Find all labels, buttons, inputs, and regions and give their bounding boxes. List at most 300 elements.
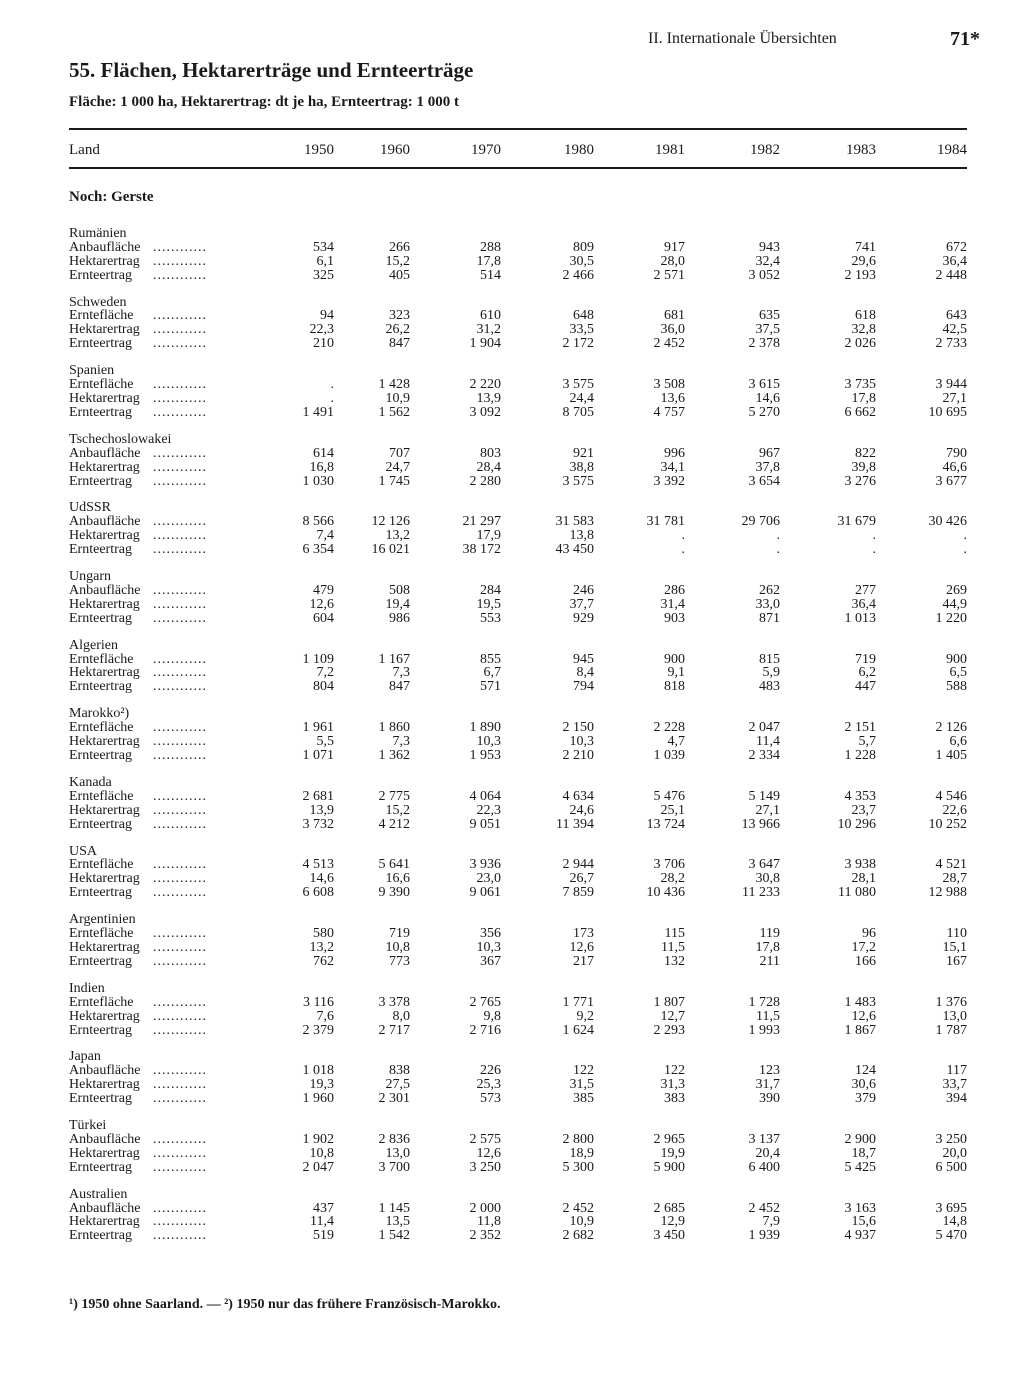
value-cell: 1 562 bbox=[378, 404, 410, 420]
value-cell: 29,6 bbox=[851, 253, 876, 269]
value-cell: 6,5 bbox=[949, 665, 967, 681]
data-row bbox=[69, 1229, 967, 1243]
row-label: Hektarertrag bbox=[69, 459, 140, 475]
row-label: Hektarertrag bbox=[69, 1145, 140, 1161]
value-cell: 2 280 bbox=[469, 473, 501, 489]
value-cell: 8,0 bbox=[392, 1008, 410, 1024]
value-cell: 21 297 bbox=[462, 514, 501, 530]
value-cell: 6 400 bbox=[748, 1159, 780, 1175]
data-row bbox=[69, 584, 967, 598]
row-label-cell bbox=[69, 309, 275, 323]
value-cell: 1 405 bbox=[935, 748, 967, 763]
table-body bbox=[69, 167, 967, 1243]
value-cell: . bbox=[776, 528, 780, 544]
row-label: Hektarertrag bbox=[69, 528, 140, 544]
value-cell: 5 270 bbox=[748, 404, 780, 420]
value-cell: 10 695 bbox=[928, 404, 967, 420]
country-name: Indien bbox=[69, 980, 105, 996]
value-cell: 635 bbox=[759, 308, 780, 324]
row-label-cell bbox=[69, 515, 275, 529]
row-label-cell bbox=[69, 543, 275, 557]
value-cell: 10 436 bbox=[646, 885, 685, 901]
row-label: Ernteertrag bbox=[69, 404, 132, 420]
value-cell: 945 bbox=[573, 651, 594, 667]
value-cell: . bbox=[330, 390, 334, 406]
value-cell: 1 362 bbox=[378, 748, 410, 763]
row-label-cell bbox=[69, 735, 275, 749]
value-cell: 9,2 bbox=[576, 1008, 594, 1024]
row-label: Anbaufläche bbox=[69, 1200, 141, 1216]
value-cell: 2 452 bbox=[748, 1200, 780, 1216]
value-cell: 5 641 bbox=[378, 857, 410, 873]
value-cell: 871 bbox=[759, 610, 780, 626]
value-cell: 3 615 bbox=[748, 377, 780, 393]
row-label-cell bbox=[69, 1202, 275, 1216]
value-cell: 4,7 bbox=[667, 734, 685, 750]
value-cell: 30 426 bbox=[928, 514, 967, 530]
value-cell: 2 379 bbox=[302, 1022, 334, 1038]
value-cell: 122 bbox=[573, 1063, 594, 1079]
data-row bbox=[69, 804, 967, 818]
value-cell: 1 624 bbox=[562, 1022, 594, 1038]
value-cell: 13,8 bbox=[569, 528, 594, 544]
column-header-year: 1983 bbox=[846, 141, 876, 158]
row-label: Erntefläche bbox=[69, 857, 134, 873]
value-cell: 9 390 bbox=[378, 885, 410, 901]
value-cell: 2 193 bbox=[844, 267, 876, 283]
row-label: Hektarertrag bbox=[69, 1214, 140, 1230]
row-label-cell bbox=[69, 1147, 275, 1161]
value-cell: 3 378 bbox=[378, 994, 410, 1010]
value-cell: 10 252 bbox=[928, 816, 967, 832]
row-label: Hektarertrag bbox=[69, 1008, 140, 1024]
value-cell: 24,4 bbox=[569, 390, 594, 406]
value-cell: 9 051 bbox=[469, 816, 501, 832]
value-cell: 11,5 bbox=[756, 1008, 780, 1024]
value-cell: 14,6 bbox=[755, 390, 780, 406]
value-cell: 6 500 bbox=[935, 1159, 967, 1175]
data-row bbox=[69, 721, 967, 735]
row-label: Ernteertrag bbox=[69, 1091, 132, 1107]
country-row bbox=[69, 694, 967, 721]
value-cell: 1 890 bbox=[469, 720, 501, 736]
value-cell: 9,8 bbox=[483, 1008, 501, 1024]
value-cell: 31,3 bbox=[660, 1077, 685, 1093]
value-cell: 11,8 bbox=[477, 1214, 501, 1230]
country-name: Algerien bbox=[69, 637, 118, 653]
column-header-year: 1960 bbox=[380, 141, 410, 158]
value-cell: 10,3 bbox=[569, 734, 594, 750]
data-row bbox=[69, 955, 967, 969]
value-cell: 3 677 bbox=[935, 473, 967, 489]
value-cell: 14,6 bbox=[309, 871, 334, 887]
row-label-cell bbox=[69, 955, 275, 969]
value-cell: 1 542 bbox=[378, 1228, 410, 1244]
value-cell: 26,2 bbox=[385, 322, 410, 338]
leader-dots: ............ bbox=[153, 720, 207, 736]
value-cell: 284 bbox=[480, 582, 501, 598]
leader-dots: ............ bbox=[153, 885, 207, 901]
value-cell: 12,7 bbox=[660, 1008, 685, 1024]
value-cell: 1 953 bbox=[469, 748, 501, 763]
row-label-cell bbox=[69, 241, 275, 255]
value-cell: 7 859 bbox=[562, 885, 594, 901]
row-label: Erntefläche bbox=[69, 377, 134, 393]
row-label-cell bbox=[69, 1161, 275, 1175]
value-cell: 707 bbox=[389, 445, 410, 461]
value-cell: 553 bbox=[480, 610, 501, 626]
value-cell: 44,9 bbox=[942, 596, 967, 612]
value-cell: 986 bbox=[389, 610, 410, 626]
row-label: Hektarertrag bbox=[69, 939, 140, 955]
value-cell: 26,7 bbox=[569, 871, 594, 887]
country-row bbox=[69, 215, 967, 241]
value-cell: 2 126 bbox=[935, 720, 967, 736]
leader-dots: ............ bbox=[153, 322, 207, 338]
value-cell: 6,2 bbox=[858, 665, 876, 681]
country-row bbox=[69, 969, 967, 996]
column-header-land: Land bbox=[69, 141, 100, 158]
value-cell: 15,1 bbox=[942, 939, 967, 955]
value-cell: 123 bbox=[759, 1063, 780, 1079]
value-cell: 4 353 bbox=[844, 788, 876, 804]
row-label-cell bbox=[69, 886, 275, 900]
leader-dots: ............ bbox=[153, 514, 207, 530]
value-cell: 2 682 bbox=[562, 1228, 594, 1244]
leader-dots: ............ bbox=[153, 1214, 207, 1230]
value-cell: 5 425 bbox=[844, 1159, 876, 1175]
value-cell: 604 bbox=[313, 610, 334, 626]
data-row bbox=[69, 475, 967, 489]
value-cell: 246 bbox=[573, 582, 594, 598]
row-label-cell bbox=[69, 337, 275, 351]
value-cell: 6,6 bbox=[949, 734, 967, 750]
row-label-cell bbox=[69, 653, 275, 667]
column-header-year: 1980 bbox=[564, 141, 594, 158]
country-name: Japan bbox=[69, 1049, 101, 1065]
value-cell: 3 700 bbox=[378, 1159, 410, 1175]
row-label: Erntefläche bbox=[69, 651, 134, 667]
value-cell: 3 944 bbox=[935, 377, 967, 393]
value-cell: 14,8 bbox=[942, 1214, 967, 1230]
value-cell: 643 bbox=[946, 308, 967, 324]
data-row bbox=[69, 818, 967, 832]
value-cell: 10,3 bbox=[476, 734, 501, 750]
value-cell: 13 724 bbox=[646, 816, 685, 832]
data-row bbox=[69, 666, 967, 680]
value-cell: 1 018 bbox=[302, 1063, 334, 1079]
value-cell: 3 695 bbox=[935, 1200, 967, 1216]
value-cell: 2 000 bbox=[469, 1200, 501, 1216]
row-label: Ernteertrag bbox=[69, 816, 132, 832]
value-cell: 31,2 bbox=[476, 322, 501, 338]
value-cell: 719 bbox=[855, 651, 876, 667]
value-cell: 580 bbox=[313, 926, 334, 942]
data-row bbox=[69, 1064, 967, 1078]
data-row bbox=[69, 461, 967, 475]
value-cell: 2 571 bbox=[653, 267, 685, 283]
row-label-cell bbox=[69, 584, 275, 598]
value-cell: 122 bbox=[664, 1063, 685, 1079]
value-cell: 1 109 bbox=[302, 651, 334, 667]
value-cell: 1 728 bbox=[748, 994, 780, 1010]
data-row bbox=[69, 543, 967, 557]
value-cell: 30,5 bbox=[569, 253, 594, 269]
data-row bbox=[69, 447, 967, 461]
value-cell: 3 732 bbox=[302, 816, 334, 832]
value-cell: 447 bbox=[855, 679, 876, 695]
value-cell: 5 476 bbox=[653, 788, 685, 804]
value-cell: 173 bbox=[573, 926, 594, 942]
leader-dots: ............ bbox=[153, 528, 207, 544]
value-cell: 1 993 bbox=[748, 1022, 780, 1038]
value-cell: 719 bbox=[389, 926, 410, 942]
row-label: Anbaufläche bbox=[69, 1063, 141, 1079]
data-row bbox=[69, 255, 967, 269]
row-label: Hektarertrag bbox=[69, 665, 140, 681]
row-label-cell bbox=[69, 447, 275, 461]
value-cell: 34,1 bbox=[660, 459, 685, 475]
value-cell: 2 210 bbox=[562, 748, 594, 763]
value-cell: 2 800 bbox=[562, 1131, 594, 1147]
leader-dots: ............ bbox=[153, 390, 207, 406]
row-label: Ernteertrag bbox=[69, 542, 132, 558]
row-label-cell bbox=[69, 941, 275, 955]
value-cell: 124 bbox=[855, 1063, 876, 1079]
value-cell: 1 904 bbox=[469, 336, 501, 352]
data-row bbox=[69, 858, 967, 872]
value-cell: 10,9 bbox=[385, 390, 410, 406]
value-cell: 2 733 bbox=[935, 336, 967, 352]
leader-dots: ............ bbox=[153, 473, 207, 489]
value-cell: 2 301 bbox=[378, 1091, 410, 1107]
row-label-cell bbox=[69, 996, 275, 1010]
value-cell: 96 bbox=[862, 926, 876, 942]
value-cell: 3 250 bbox=[469, 1159, 501, 1175]
country-row bbox=[69, 1106, 967, 1133]
value-cell: 2 452 bbox=[562, 1200, 594, 1216]
value-cell: 117 bbox=[946, 1063, 967, 1079]
value-cell: 4 064 bbox=[469, 788, 501, 804]
value-cell: 6 662 bbox=[844, 404, 876, 420]
value-cell: 762 bbox=[313, 953, 334, 969]
value-cell: 1 145 bbox=[378, 1200, 410, 1216]
value-cell: 11 080 bbox=[838, 885, 876, 901]
value-cell: 379 bbox=[855, 1091, 876, 1107]
leader-dots: ............ bbox=[153, 651, 207, 667]
value-cell: 1 745 bbox=[378, 473, 410, 489]
value-cell: 8,4 bbox=[576, 665, 594, 681]
value-cell: 610 bbox=[480, 308, 501, 324]
value-cell: 11,4 bbox=[756, 734, 780, 750]
value-cell: 2 717 bbox=[378, 1022, 410, 1038]
row-label-cell bbox=[69, 666, 275, 680]
value-cell: . bbox=[330, 377, 334, 393]
value-cell: 15,2 bbox=[385, 253, 410, 269]
value-cell: 13,2 bbox=[309, 939, 334, 955]
row-label-cell bbox=[69, 269, 275, 283]
value-cell: 36,4 bbox=[942, 253, 967, 269]
top-rule bbox=[69, 128, 967, 130]
value-cell: 356 bbox=[480, 926, 501, 942]
value-cell: 16,6 bbox=[385, 871, 410, 887]
value-cell: 1 030 bbox=[302, 473, 334, 489]
value-cell: 13,0 bbox=[385, 1145, 410, 1161]
row-label: Ernteertrag bbox=[69, 885, 132, 901]
value-cell: 42,5 bbox=[942, 322, 967, 338]
value-cell: 1 228 bbox=[844, 748, 876, 763]
row-label: Anbaufläche bbox=[69, 514, 141, 530]
value-cell: 1 013 bbox=[844, 610, 876, 626]
value-cell: 8 566 bbox=[302, 514, 334, 530]
table-units: Fläche: 1 000 ha, Hektarertrag: dt je ha, Ernteertrag: 1 000 t bbox=[69, 94, 460, 110]
value-cell: 3 052 bbox=[748, 267, 780, 283]
value-cell: 27,1 bbox=[942, 390, 967, 406]
value-cell: 2 452 bbox=[653, 336, 685, 352]
value-cell: 12,6 bbox=[309, 596, 334, 612]
value-cell: 25,1 bbox=[660, 802, 685, 818]
value-cell: 16,8 bbox=[309, 459, 334, 475]
value-cell: 3 575 bbox=[562, 473, 594, 489]
value-cell: 5 900 bbox=[653, 1159, 685, 1175]
data-row bbox=[69, 241, 967, 255]
value-cell: 30,8 bbox=[755, 871, 780, 887]
value-cell: 288 bbox=[480, 239, 501, 255]
value-cell: 1 867 bbox=[844, 1022, 876, 1038]
value-cell: 1 167 bbox=[378, 651, 410, 667]
row-label-cell bbox=[69, 378, 275, 392]
country-name: Argentinien bbox=[69, 912, 136, 928]
value-cell: 11 233 bbox=[742, 885, 780, 901]
row-label: Hektarertrag bbox=[69, 1077, 140, 1093]
value-cell: 2 836 bbox=[378, 1131, 410, 1147]
leader-dots: ............ bbox=[153, 748, 207, 763]
value-cell: 20,0 bbox=[942, 1145, 967, 1161]
value-cell: 10,3 bbox=[476, 939, 501, 955]
value-cell: 2 334 bbox=[748, 748, 780, 763]
row-label: Hektarertrag bbox=[69, 871, 140, 887]
value-cell: 2 944 bbox=[562, 857, 594, 873]
leader-dots: ............ bbox=[153, 1077, 207, 1093]
value-cell: 7,6 bbox=[316, 1008, 334, 1024]
value-cell: 286 bbox=[664, 582, 685, 598]
row-label-cell bbox=[69, 1215, 275, 1229]
value-cell: 22,3 bbox=[476, 802, 501, 818]
data-row bbox=[69, 337, 967, 351]
value-cell: 13,6 bbox=[660, 390, 685, 406]
row-label-cell bbox=[69, 1064, 275, 1078]
row-label-cell bbox=[69, 1010, 275, 1024]
data-row bbox=[69, 612, 967, 626]
leader-dots: ............ bbox=[153, 336, 207, 352]
value-cell: . bbox=[963, 528, 967, 544]
value-cell: 2 047 bbox=[748, 720, 780, 736]
value-cell: 23,7 bbox=[851, 802, 876, 818]
value-cell: 132 bbox=[664, 953, 685, 969]
value-cell: 7,4 bbox=[316, 528, 334, 544]
value-cell: 2 352 bbox=[469, 1228, 501, 1244]
value-cell: 29 706 bbox=[741, 514, 780, 530]
value-cell: 36,0 bbox=[660, 322, 685, 338]
value-cell: 3 654 bbox=[748, 473, 780, 489]
data-row bbox=[69, 515, 967, 529]
leader-dots: ............ bbox=[153, 542, 207, 558]
value-cell: . bbox=[872, 542, 876, 558]
value-cell: 31,5 bbox=[569, 1077, 594, 1093]
value-cell: 614 bbox=[313, 445, 334, 461]
value-cell: 12 126 bbox=[371, 514, 410, 530]
value-cell: 900 bbox=[664, 651, 685, 667]
value-cell: 38,8 bbox=[569, 459, 594, 475]
value-cell: 266 bbox=[389, 239, 410, 255]
leader-dots: ............ bbox=[153, 253, 207, 269]
value-cell: 394 bbox=[946, 1091, 967, 1107]
value-cell: 166 bbox=[855, 953, 876, 969]
value-cell: 1 491 bbox=[302, 404, 334, 420]
country-row bbox=[69, 626, 967, 653]
value-cell: 903 bbox=[664, 610, 685, 626]
value-cell: 4 521 bbox=[935, 857, 967, 873]
country-name: Schweden bbox=[69, 294, 127, 310]
header-row bbox=[69, 134, 967, 167]
value-cell: 12,6 bbox=[476, 1145, 501, 1161]
data-row bbox=[69, 996, 967, 1010]
row-label: Erntefläche bbox=[69, 788, 134, 804]
value-cell: 3 092 bbox=[469, 404, 501, 420]
row-label: Ernteertrag bbox=[69, 679, 132, 695]
value-cell: 7,9 bbox=[762, 1214, 780, 1230]
row-label: Erntefläche bbox=[69, 720, 134, 736]
country-name: Rumänien bbox=[69, 225, 127, 241]
value-cell: 4 212 bbox=[378, 816, 410, 832]
row-label-cell bbox=[69, 598, 275, 612]
value-cell: 917 bbox=[664, 239, 685, 255]
value-cell: 804 bbox=[313, 679, 334, 695]
value-cell: 1 483 bbox=[844, 994, 876, 1010]
leader-dots: ............ bbox=[153, 857, 207, 873]
row-label: Erntefläche bbox=[69, 994, 134, 1010]
value-cell: 7,3 bbox=[392, 734, 410, 750]
value-cell: 2 765 bbox=[469, 994, 501, 1010]
value-cell: 672 bbox=[946, 239, 967, 255]
country-name: Ungarn bbox=[69, 569, 111, 585]
row-label: Anbaufläche bbox=[69, 1131, 141, 1147]
value-cell: 3 647 bbox=[748, 857, 780, 873]
value-cell: 226 bbox=[480, 1063, 501, 1079]
value-cell: . bbox=[872, 528, 876, 544]
value-cell: 5,9 bbox=[762, 665, 780, 681]
value-cell: 2 685 bbox=[653, 1200, 685, 1216]
value-cell: 847 bbox=[389, 679, 410, 695]
value-cell: 210 bbox=[313, 336, 334, 352]
value-cell: 1 902 bbox=[302, 1131, 334, 1147]
value-cell: 1 220 bbox=[935, 610, 967, 626]
value-cell: 383 bbox=[664, 1091, 685, 1107]
data-row bbox=[69, 1202, 967, 1216]
data-row bbox=[69, 392, 967, 406]
leader-dots: ............ bbox=[153, 994, 207, 1010]
leader-dots: ............ bbox=[153, 596, 207, 612]
value-cell: 32,4 bbox=[755, 253, 780, 269]
value-cell: 1 961 bbox=[302, 720, 334, 736]
value-cell: 1 428 bbox=[378, 377, 410, 393]
statistics-table bbox=[69, 134, 967, 1243]
value-cell: 6 608 bbox=[302, 885, 334, 901]
value-cell: 921 bbox=[573, 445, 594, 461]
value-cell: 17,9 bbox=[476, 528, 501, 544]
value-cell: 13 966 bbox=[741, 816, 780, 832]
value-cell: 31 583 bbox=[555, 514, 594, 530]
